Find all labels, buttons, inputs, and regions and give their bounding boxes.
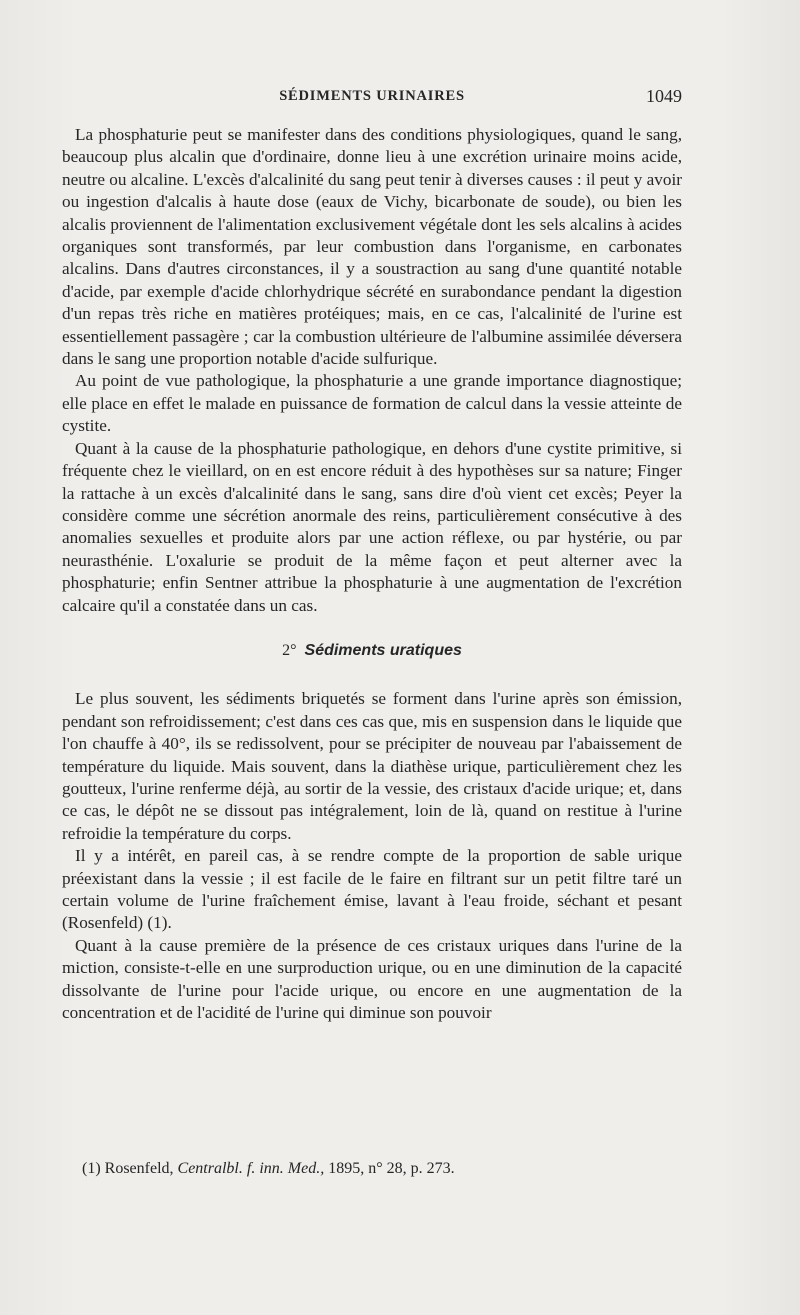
section-heading xyxy=(62,640,682,662)
footnote xyxy=(82,1159,682,1179)
paragraph-cause-cristaux: Quant à la cause première de la présence de ces cristaux uriques dans l'urine de la miction, consiste-t-elle en une surproduction urique, ou en une diminution de la capacité dissolvante de l'urine pour l'acide urique, ou encore en une augmentation de la concentration et de l'acidité de l'urine qui diminue son pouvoir xyxy=(62,935,682,1023)
footnote-journal: Centralbl. f. inn. Med., xyxy=(177,1160,325,1177)
section-title: Sédiments uratiques xyxy=(304,641,462,659)
page-header xyxy=(62,88,682,114)
footnote-author: Rosenfeld, xyxy=(104,1160,174,1177)
paragraph-sable-urique: Il y a intérêt, en pareil cas, à se rendre compte de la proportion de sable urique préexistant dans la vessie ; il est facile de le faire en filtrant sur un petit filtre taré un certain volume de l'urine fraîchement émise, lavant à l'eau froide, séchant et pesant (Rosenfeld) (1). xyxy=(62,846,682,933)
page-number: 1049 xyxy=(646,86,682,106)
paragraph-phosphaturie-physiologique: La phosphaturie peut se manifester dans des conditions physiologiques, quand le sang, beaucoup plus alcalin que d'ordinaire, donne lieu à une excrétion urinaire moins acide, neutre ou alcaline. L'excès d'alcalinité du sang peut tenir à diverses causes : il peut y avoir ou ingestion d'alcalis à haute dose (eaux de Vichy, bicarbonate de soude), ou bien les alcalis proviennent de l'alimentation exclusivement végétale dont les sels alcalins à acides organiques sont transformés, par leur combustion dans l'organisme, en carbonates alcalins. Dans d'autres circonstances, il y a soustraction au sang d'une quantité notable d'acide, par exemple d'acide chlorhydrique sécrété en surabondance pendant la digestion d'un repas très riche en matières protéiques; mais, en ce cas, l'alcalinité de l'urine est essentiellement passagère ; car la combustion ultérieure de l'albumine assimilée déversera dans le sang une proportion notable d'acide sulfurique. xyxy=(62,125,682,369)
paragraph-sediments-briquetes: Le plus souvent, les sédiments briquetés se forment dans l'urine après son émission, pendant son refroidissement; c'est dans ces cas que, mis en suspension dans le liquide que l'on chauffe à 40°, ils se redissolvent, pour se précipiter de nouveau par l'abaissement de température du liquide. Mais souvent, dans la diathèse urique, particulièrement chez les goutteux, l'urine renferme déjà, au sortir de la vessie, des cristaux d'acide urique; et, dans ce cas, le dépôt ne se dissout pas intégralement, loin de là, quand on restitue à l'urine refroidie la température du corps. xyxy=(62,689,682,843)
paragraph-cause-phosphaturie: Quant à la cause de la phosphaturie pathologique, en dehors d'une cystite primitive, si fréquente chez le vieillard, on en est encore réduit à des hypothèses sur sa nature; Finger la rattache à un excès d'alcalinité dans le sang, sans dire d'où vient cet excès; Peyer la considère comme une sécrétion anormale des reins, particulièrement consécutive à des anomalies sexuelles et produite alors par une action réflexe, ou par hystérie, ou par neurasthénie. L'oxalurie se produit de la même façon et peut alterner avec la phosphaturie; enfin Sentner attribue la phosphaturie à une augmentation de l'excrétion calcaire qu'il a constatée dans un cas. xyxy=(62,438,682,615)
section-number: 2° xyxy=(282,641,297,659)
body-text xyxy=(62,124,682,1024)
running-head: SÉDIMENTS URINAIRES xyxy=(279,88,465,104)
footnote-details: 1895, n° 28, p. 273. xyxy=(328,1160,455,1177)
footnote-marker: (1) xyxy=(82,1160,101,1177)
paragraph-phosphaturie-pathologique: Au point de vue pathologique, la phosphaturie a une grande importance diagnostique; elle place en effet le malade en puissance de formation de calcul dans la vessie atteinte de cystite. xyxy=(62,371,682,436)
